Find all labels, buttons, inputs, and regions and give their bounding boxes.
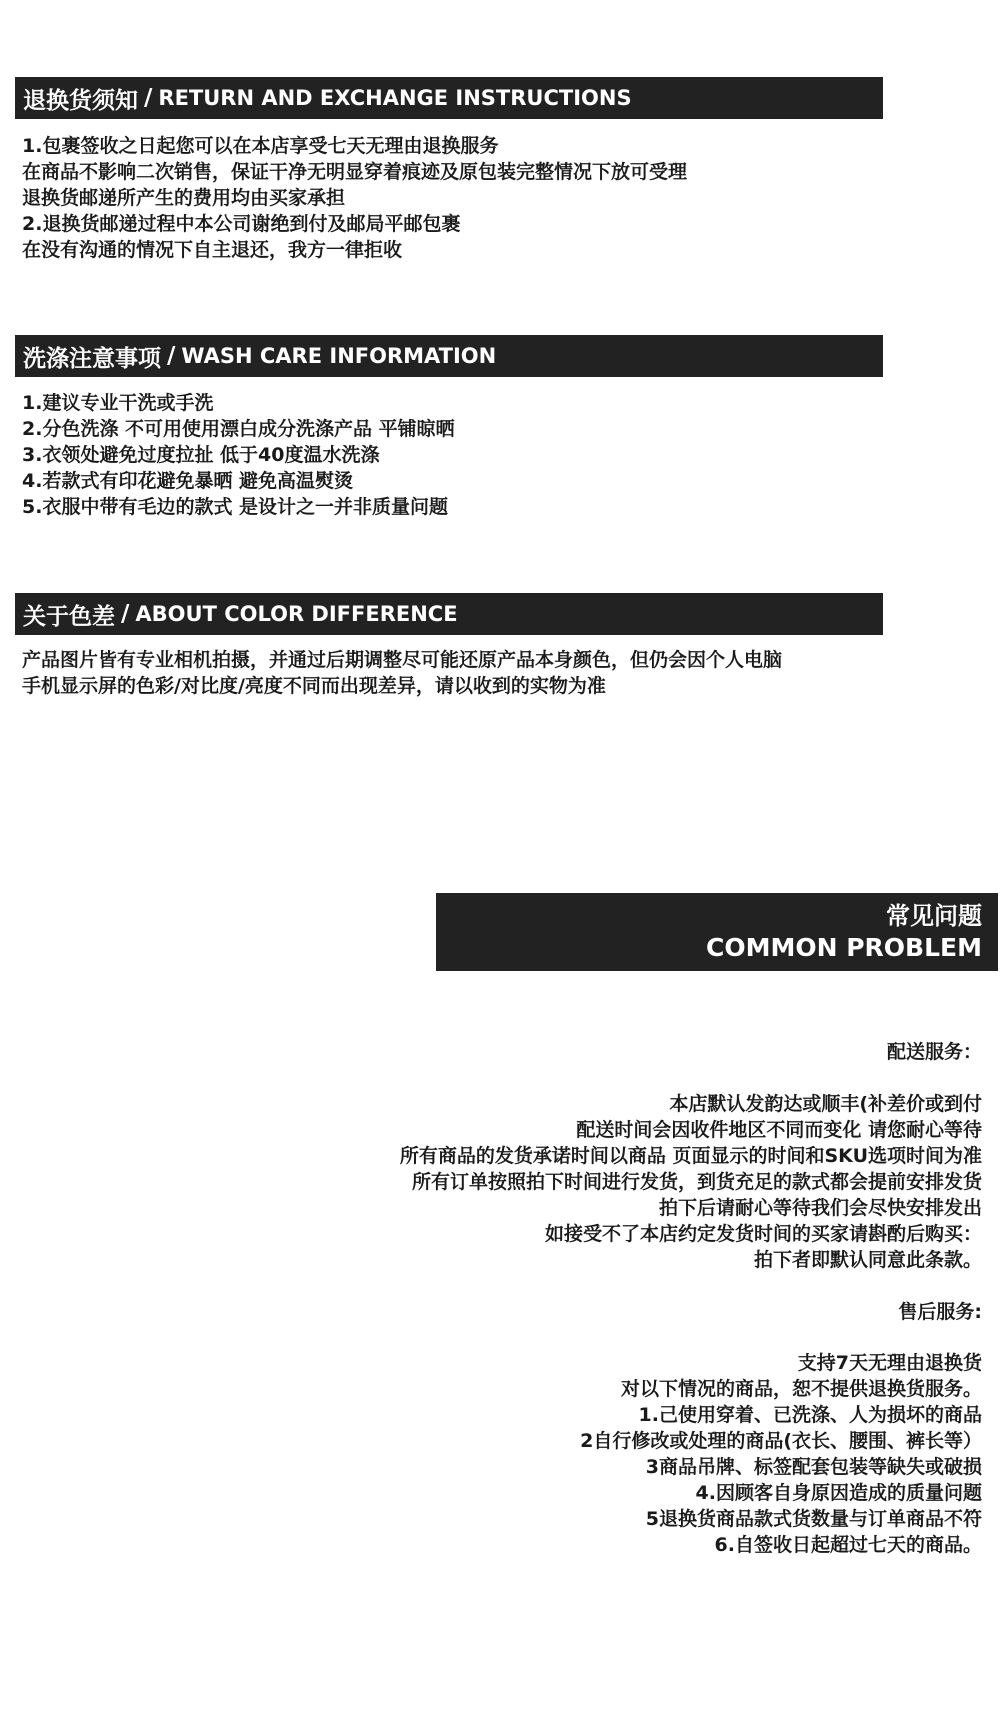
text-line: 对以下情况的商品，恕不提供退换货服务。 <box>620 1378 982 1400</box>
text-line: 2.退换货邮递过程中本公司谢绝到付及邮局平邮包裹 <box>22 213 461 235</box>
section-title-cn: 关于色差 <box>23 603 115 630</box>
text-line: 3商品吊牌、标签配套包装等缺失或破损 <box>645 1456 982 1478</box>
text-line: 1.包裹签收之日起您可以在本店享受七天无理由退换服务 <box>22 135 499 157</box>
text-line: 2自行修改或处理的商品(衣长、腰围、裤长等） <box>580 1430 982 1452</box>
text-line: 退换货邮递所产生的费用均由买家承担 <box>22 187 346 209</box>
color-difference-text <box>22 647 782 699</box>
text-line: 2.分色洗涤 不可用使用漂白成分洗涤产品 平铺晾晒 <box>22 418 455 440</box>
section-title-cn: 退换货须知 <box>23 87 138 114</box>
delivery-heading: 配送服务： <box>886 1041 982 1063</box>
text-line: 本店默认发韵达或顺丰(补差价或到付 <box>669 1093 982 1115</box>
text-line: 手机显示屏的色彩/对比度/亮度不同而出现差异，请以收到的实物为准 <box>22 675 606 697</box>
text-line: 5.衣服中带有毛边的款式 是设计之一并非质量问题 <box>22 496 449 518</box>
text-line: 6.自签收日起超过七天的商品。 <box>714 1534 982 1556</box>
common-problem-header <box>436 893 998 971</box>
delivery-heading-block <box>887 1039 982 1065</box>
section-title-en: RETURN AND EXCHANGE INSTRUCTIONS <box>158 86 632 110</box>
section-title-en: WASH CARE INFORMATION <box>181 344 497 368</box>
text-line: 拍下后请耐心等待我们会尽快安排发出 <box>658 1197 982 1219</box>
text-line: 产品图片皆有专业相机拍摄，并通过后期调整尽可能还原产品本身颜色，但仍会因个人电脑 <box>22 649 783 671</box>
text-line: 1.建议专业干洗或手洗 <box>22 392 214 414</box>
section-header-wash-care <box>15 335 883 377</box>
text-line: 在没有沟通的情况下自主退还，我方一律拒收 <box>22 239 403 261</box>
text-line: 所有商品的发货承诺时间以商品 页面显示的时间和SKU选项时间为准 <box>399 1145 982 1167</box>
after-sales-heading: 售后服务: <box>898 1301 982 1323</box>
text-line: 4.若款式有印花避免暴晒 避免高温熨烫 <box>22 470 354 492</box>
title-separator: / <box>167 343 176 369</box>
wash-care-instructions <box>22 390 455 520</box>
after-sales-heading-block <box>898 1299 982 1325</box>
title-separator: / <box>121 601 130 627</box>
section-header-color-difference <box>15 593 883 635</box>
text-line: 1.己使用穿着、已洗涤、人为损坏的商品 <box>638 1404 982 1426</box>
delivery-service-text <box>400 1091 982 1273</box>
text-line: 4.因顾客自身原因造成的质量问题 <box>695 1482 982 1504</box>
text-line: 支持7天无理由退换货 <box>797 1352 982 1374</box>
text-line: 如接受不了本店约定发货时间的买家请斟酌后购买： <box>544 1223 982 1245</box>
section-header-return <box>15 77 883 119</box>
section-title-cn: 洗涤注意事项 <box>23 345 161 372</box>
text-line: 在商品不影响二次销售，保证干净无明显穿着痕迹及原包装完整情况下放可受理 <box>22 161 688 183</box>
common-problem-title-en: COMMON PROBLEM <box>705 933 982 962</box>
text-line: 所有订单按照拍下时间进行发货，到货充足的款式都会提前安排发货 <box>411 1171 982 1193</box>
text-line: 配送时间会因收件地区不同而变化 请您耐心等待 <box>576 1119 982 1141</box>
title-separator: / <box>144 85 153 111</box>
text-line: 5退换货商品款式货数量与订单商品不符 <box>645 1508 982 1530</box>
return-instructions <box>22 133 687 263</box>
after-sales-service-text <box>580 1350 982 1558</box>
section-title-en: ABOUT COLOR DIFFERENCE <box>135 602 458 626</box>
common-problem-title-cn: 常见问题 <box>886 902 982 930</box>
text-line: 3.衣领处避免过度拉扯 低于40度温水洗涤 <box>22 444 380 466</box>
text-line: 拍下者即默认同意此条款。 <box>753 1249 982 1271</box>
